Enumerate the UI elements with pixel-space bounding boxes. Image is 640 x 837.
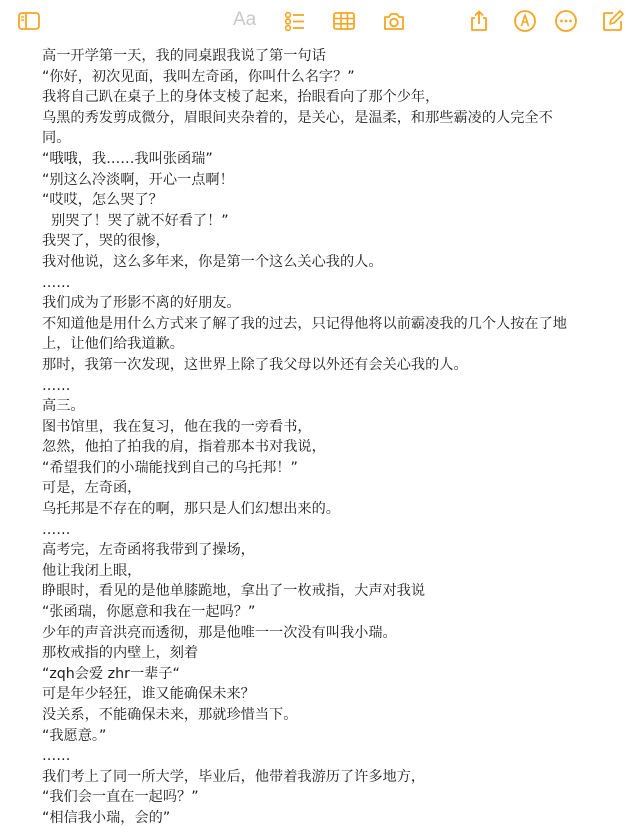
- note-line: 可是年少轻狂，谁又能确保未来？: [42, 686, 255, 703]
- note-line: 没关系，不能确保未来，那就珍惜当下。: [42, 707, 298, 723]
- note-line: 他让我闭上眼，: [42, 562, 142, 579]
- note-line: 同。: [42, 130, 71, 147]
- note-line: 那枚戒指的内壁上，刻着: [42, 645, 199, 662]
- note-line: “哦哦，我……我叫张函瑞”: [42, 150, 213, 167]
- compose-icon[interactable]: [601, 9, 625, 33]
- note-line: 睁眼时，看见的是他单膝跪地，拿出了一枚戒指，大声对我说: [42, 583, 426, 600]
- note-line: 高三。: [42, 398, 85, 415]
- markup-icon[interactable]: [513, 9, 537, 33]
- note-line: 少年的声音洪亮而透彻，那是他唯一一次没有叫我小瑞。: [42, 624, 397, 641]
- note-line: 上，让他们给我道歉。: [42, 336, 184, 353]
- note-line: “我们会一直在一起吗？”: [42, 789, 199, 806]
- note-line: ……: [42, 748, 71, 765]
- note-line: 我哭了，哭的很惨，: [42, 233, 170, 250]
- note-line: “相信我小瑞，会的”: [42, 809, 171, 826]
- note-line: 不知道他是用什么方式来了解了我的过去，只记得他将以前霸凌我的几个人按在了地: [42, 315, 567, 332]
- note-line: ……: [42, 377, 71, 394]
- note-line: “我愿意。”: [42, 727, 107, 744]
- note-body[interactable]: [42, 46, 602, 829]
- note-line: 忽然，他拍了拍我的肩，指着那本书对我说，: [42, 439, 326, 456]
- format-button[interactable]: Aa: [233, 9, 257, 30]
- note-line: “哎哎，怎么哭了？: [42, 192, 163, 209]
- note-line: 乌黑的秀发剪成微分，眉眼间夹杂着的，是关心，是温柔，和那些霸凌的人完全不: [42, 109, 553, 126]
- share-icon[interactable]: [467, 9, 491, 33]
- more-icon[interactable]: [554, 9, 578, 33]
- note-line: 我们考上了同一所大学，毕业后，他带着我游历了许多地方，: [42, 768, 426, 785]
- note-line: 图书馆里，我在复习，他在我的一旁看书，: [42, 418, 312, 435]
- note-line: “别这么冷淡啊，开心一点啊！: [42, 171, 234, 188]
- note-line: 高一开学第一天，我的同桌跟我说了第一句话: [42, 48, 326, 64]
- note-line: 我们成为了形影不离的好朋友。: [42, 295, 241, 312]
- note-line: 我将自己趴在桌子上的身体支棱了起来，抬眼看向了那个少年，: [42, 89, 440, 106]
- note-line: ……: [42, 521, 71, 538]
- note-line: 我对他说，这么多年来，你是第一个这么关心我的人。: [42, 253, 383, 270]
- note-line: 别哭了！哭了就不好看了！”: [42, 212, 229, 229]
- note-line: “zqh会爱 zhr一辈子“: [42, 665, 180, 682]
- note-line: ……: [42, 274, 71, 291]
- note-line: “希望我们的小瑞能找到自己的乌托邦！”: [42, 459, 298, 476]
- note-line: 可是，左奇函，: [42, 480, 142, 497]
- table-icon[interactable]: [332, 9, 356, 33]
- note-line: 那时，我第一次发现，这世界上除了我父母以外还有会关心我的人。: [42, 356, 468, 373]
- checklist-icon[interactable]: [283, 9, 307, 33]
- sidebar-icon[interactable]: [17, 9, 41, 33]
- note-line: 乌托邦是不存在的啊，那只是人们幻想出来的。: [42, 501, 340, 518]
- note-line: “你好，初次见面，我叫左奇函，你叫什么名字？”: [42, 68, 355, 85]
- note-line: “张函瑞，你愿意和我在一起吗？”: [42, 604, 256, 621]
- camera-icon[interactable]: [382, 9, 406, 33]
- faded-text-behind-toolbar: [70, 3, 590, 17]
- note-line: 高考完，左奇函将我带到了操场，: [42, 542, 255, 559]
- notes-toolbar: [0, 0, 640, 40]
